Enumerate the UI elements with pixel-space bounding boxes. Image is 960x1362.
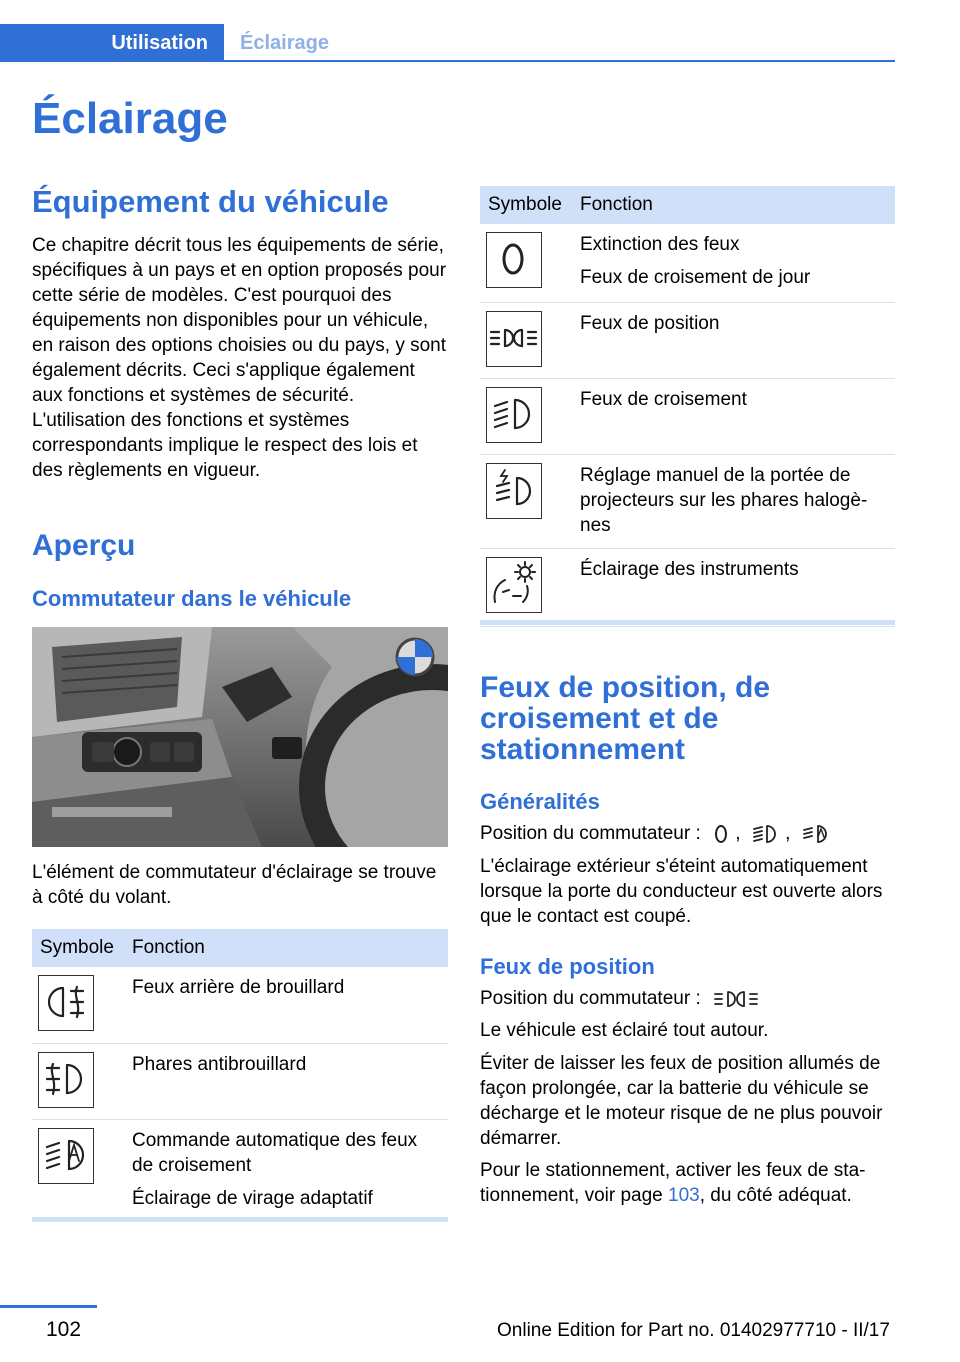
overview-heading: Aperçu xyxy=(32,529,136,562)
parking-body3 xyxy=(480,1158,895,1208)
general-switch-line xyxy=(480,821,895,846)
equipment-heading: Équipement du véhicule xyxy=(32,184,389,219)
page-number: 102 xyxy=(46,1318,82,1341)
table-right-col-symbol: Symbole xyxy=(488,194,562,215)
parking-switch-line xyxy=(480,986,895,1011)
front-fog-light-icon xyxy=(38,1052,94,1108)
table-row xyxy=(480,548,895,626)
parking-switch-label: Position du commutateur : xyxy=(480,988,701,1009)
table-row xyxy=(480,378,895,454)
lights-off-icon xyxy=(712,823,730,845)
overview-subheading: Commutateur dans le véhicule xyxy=(32,586,352,611)
table-row xyxy=(480,302,895,378)
instrument-lighting-icon xyxy=(486,557,542,613)
table-right-col-function: Fonction xyxy=(580,194,653,215)
header-tab-utilisation[interactable]: Utilisation xyxy=(0,24,224,62)
table-left-row3-line2: Éclairage de virage adaptatif xyxy=(132,1187,373,1209)
general-separator-comma: , xyxy=(735,823,741,844)
table-right xyxy=(480,186,895,627)
table-row xyxy=(32,1043,448,1119)
headlight-range-icon xyxy=(486,463,542,519)
table-right-row3-line1: Feux de croisement xyxy=(580,388,747,410)
table-right-row5-line1: Éclairage des instruments xyxy=(580,558,799,580)
general-body: L'éclairage extérieur s'éteint automatiquement lorsque la porte du conducteur est ouverte alors que le contact est coupé. xyxy=(480,856,883,927)
table-right-row2-line1: Feux de position xyxy=(580,312,720,334)
table-left-col-function: Fonction xyxy=(132,937,205,958)
page-103-link[interactable]: 103 xyxy=(668,1185,700,1206)
table-left-row1-line1: Feux arrière de brouillard xyxy=(132,977,345,998)
table-row xyxy=(32,1119,448,1221)
table-right-end-bar xyxy=(480,620,895,625)
rear-fog-light-icon xyxy=(38,975,94,1031)
table-left-end-bar xyxy=(32,1217,448,1222)
parking-body3-text: Pour le stationnement, activer les feux de stationnement, voir page xyxy=(480,1160,866,1206)
table-left xyxy=(32,929,448,1222)
footer-accent-line xyxy=(0,1305,97,1308)
footer-edition: Online Edition for Part no. 01402977710 - II/17 xyxy=(497,1320,890,1341)
table-right-row1-line1: Extinction des feux xyxy=(580,234,740,255)
table-row xyxy=(480,224,895,302)
lights-off-icon xyxy=(486,232,542,288)
table-left-row3-line1: Commande automatique des feux de croisement xyxy=(132,1129,418,1176)
table-left-col-symbol: Symbole xyxy=(40,937,114,958)
automatic-headlight-icon xyxy=(38,1128,94,1184)
position-heading: Feux de position, de croisement et de stationnement xyxy=(480,671,771,766)
equipment-body: Ce chapitre décrit tous les équipements de série, spécifiques à un pays et en option proposés pour cette série de modèles. C'est pourquoi des équipements non disponibles pour un véhicule, en raison des options choisies ou du pays, y sont également décrits. Ceci s'applique également aux fonctions et systèmes de sécurité. L'utilisation des fonctions et systèmes correspondants implique le respect des lois et des règlements en vigueur. xyxy=(32,235,447,481)
parking-heading: Feux de position xyxy=(480,954,655,979)
page-title: Éclairage xyxy=(32,94,228,143)
table-right-row4-line1: Réglage manuel de la portée de projecteurs sur les phares halogènes xyxy=(580,464,868,536)
general-separator-comma: , xyxy=(785,823,791,844)
general-switch-label: Position du commutateur : xyxy=(480,823,701,844)
parking-body3-text-end: , du côté adéquat. xyxy=(699,1185,852,1206)
overview-caption: L'élément de commutateur d'éclairage se trouve à côté du volant. xyxy=(32,862,437,908)
general-heading: Généralités xyxy=(480,789,600,814)
table-row xyxy=(480,454,895,548)
automatic-headlight-icon xyxy=(802,822,830,846)
header-divider xyxy=(0,60,895,62)
parking-light-icon xyxy=(486,311,542,367)
table-right-row1-line2: Feux de croisement de jour xyxy=(580,267,811,288)
low-beam-icon xyxy=(752,822,780,846)
table-row xyxy=(32,967,448,1043)
parking-light-icon xyxy=(712,987,762,1011)
dashboard-light-switch-photo xyxy=(32,627,448,847)
dashboard-photo-drawing xyxy=(32,627,448,847)
table-left-row2-line1: Phares antibrouillard xyxy=(132,1053,307,1075)
parking-body2: Éviter de laisser les feux de position allumés de façon prolongée, car la batterie du véhicule se décharge et le moteur risque de ne plus pouvoir démarrer. xyxy=(480,1053,883,1149)
table-right-header xyxy=(480,186,895,224)
header-tab-eclairage[interactable]: Éclairage xyxy=(240,32,329,54)
table-left-header xyxy=(32,929,448,967)
parking-body1: Le véhicule est éclairé tout autour. xyxy=(480,1020,769,1041)
low-beam-icon xyxy=(486,387,542,443)
